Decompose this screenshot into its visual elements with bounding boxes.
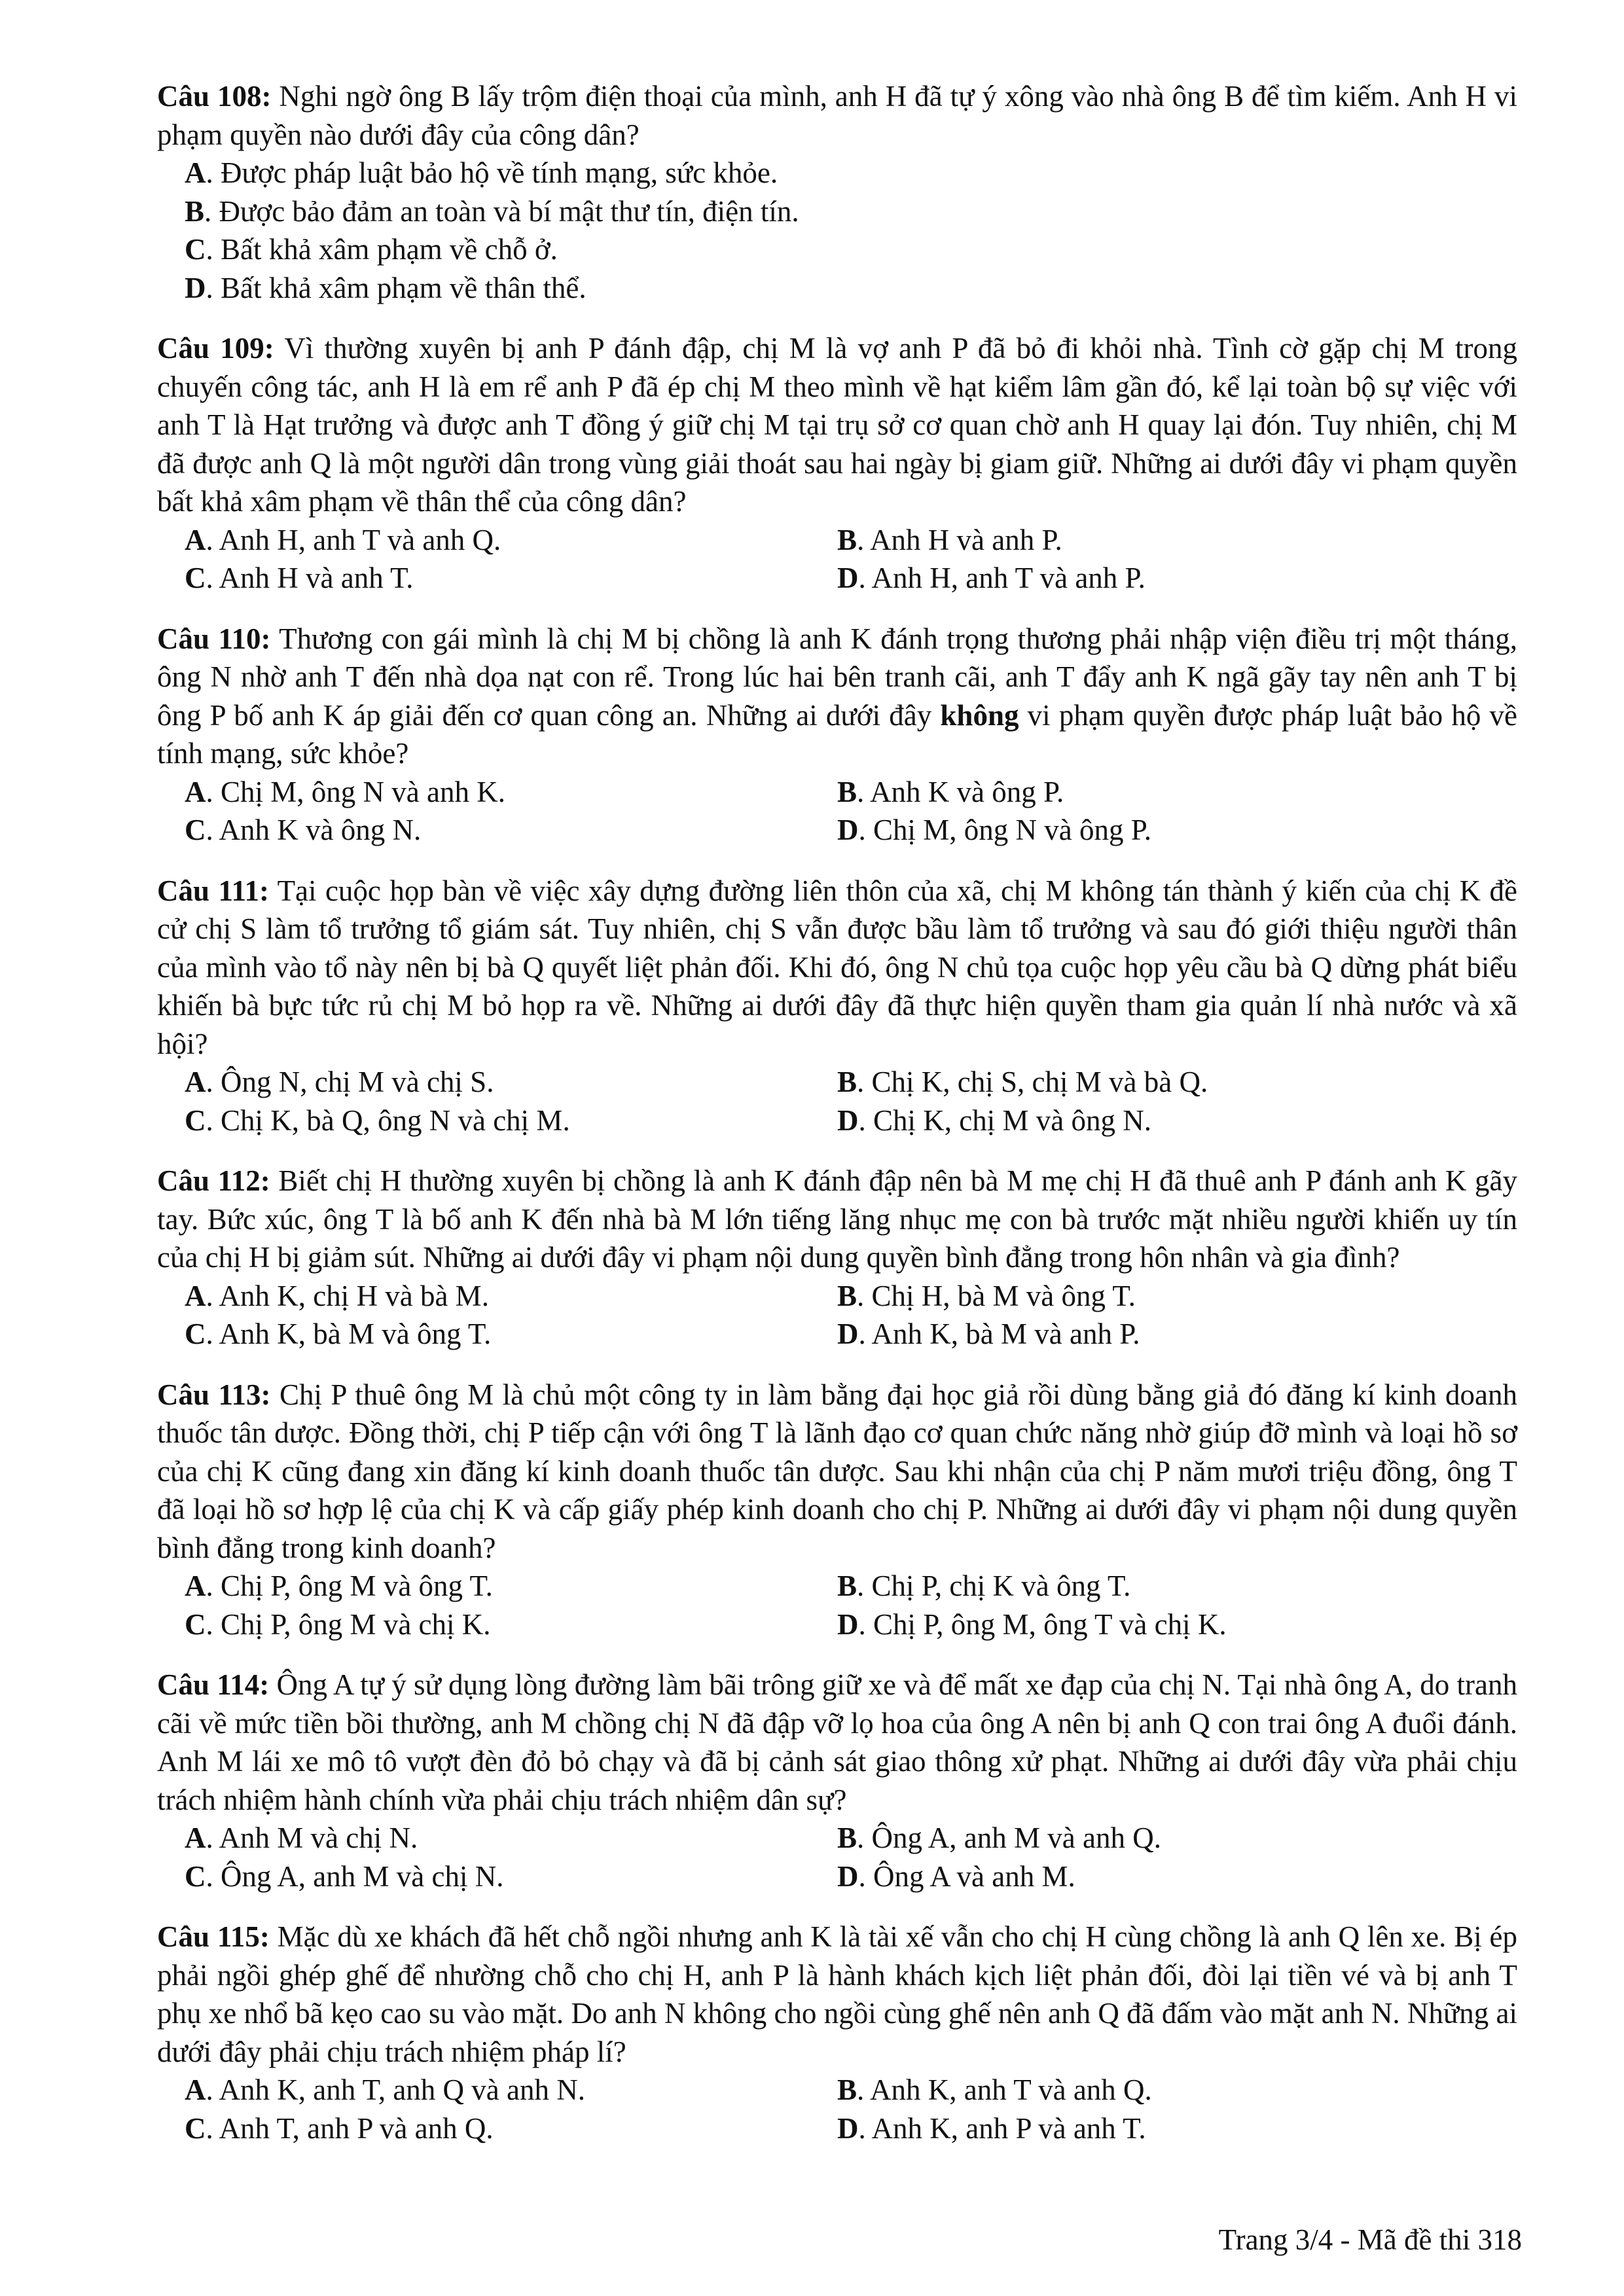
- option-letter: A: [185, 1066, 206, 1098]
- option-text: . Ông A, anh M và anh Q.: [857, 1821, 1161, 1854]
- option-d[interactable]: [837, 559, 1517, 598]
- option-c[interactable]: [157, 230, 1517, 269]
- option-b[interactable]: [837, 2071, 1517, 2109]
- option-letter: A: [185, 775, 206, 808]
- option-letter: B: [837, 2073, 857, 2106]
- option-d[interactable]: [837, 1315, 1517, 1354]
- option-text: . Được bảo đảm an toàn và bí mật thư tín, điện tín.: [204, 194, 799, 228]
- option-letter: D: [185, 271, 206, 304]
- option-letter: B: [837, 1570, 857, 1602]
- option-text: . Chị P, ông M và chị K.: [206, 1607, 491, 1641]
- option-a[interactable]: [157, 521, 837, 560]
- option-grid: [157, 1819, 1517, 1895]
- option-letter: C: [185, 1607, 206, 1641]
- question-stem: [157, 1162, 1517, 1277]
- option-text: . Chị P, ông M, ông T và chị K.: [858, 1607, 1227, 1641]
- option-text: . Ông A và anh M.: [858, 1859, 1075, 1893]
- question-109: [157, 329, 1517, 598]
- question-label: Câu 114:: [157, 1668, 270, 1701]
- question-111: [157, 872, 1517, 1140]
- option-list: [157, 154, 1517, 307]
- option-d[interactable]: [837, 811, 1517, 850]
- option-letter: B: [837, 1066, 857, 1098]
- option-text: . Anh K, bà M và ông T.: [206, 1318, 492, 1350]
- option-b[interactable]: [837, 1567, 1517, 1605]
- option-letter: A: [185, 1821, 206, 1854]
- option-b[interactable]: [837, 1063, 1517, 1102]
- option-letter: D: [837, 1103, 859, 1137]
- option-d[interactable]: [837, 1605, 1517, 1644]
- question-list: [157, 77, 1517, 2170]
- option-grid: [157, 773, 1517, 850]
- option-text: . Anh H và anh P.: [857, 523, 1062, 556]
- option-grid: [157, 1567, 1517, 1643]
- question-text: Tại cuộc họp bàn về việc xây dựng đường liên thôn của xã, chị M không tán thành ý kiến của chị K đề cử chị S làm tổ trưởng tổ giám sát. Tuy nhiên, chị S vẫn được bầu làm tổ trưởng và sau đó giới thiệu người thân của mình vào tổ này nên bị bà Q quyết liệt phản đối. Khi đó, ông N chủ tọa cuộc họp yêu cầu bà Q dừng phát biểu khiến bà bực tức rủ chị M bỏ họp ra về. Những ai dưới đây đã thực hiện quyền tham gia quản lí nhà nước và xã hội?: [157, 874, 1518, 1060]
- option-letter: C: [185, 1318, 206, 1350]
- option-letter: C: [185, 233, 206, 266]
- option-letter: A: [185, 523, 206, 556]
- option-c[interactable]: [157, 811, 837, 850]
- option-text: . Anh K, anh T, anh Q và anh N.: [206, 2073, 585, 2106]
- option-text: . Anh K, anh P và anh T.: [858, 2111, 1146, 2145]
- option-letter: B: [185, 194, 205, 228]
- option-grid: [157, 1277, 1517, 1354]
- option-text: . Chị P, chị K và ông T.: [857, 1570, 1131, 1602]
- question-label: Câu 108:: [157, 80, 272, 113]
- question-text: Chị P thuê ông M là chủ một công ty in làm bằng đại học giả rồi dùng bằng giả đó đăng kí kinh doanh thuốc tân dược. Đồng thời, chị P tiếp cận với ông T là lãnh đạo cơ quan chức năng nhờ giúp đỡ mình và loại hồ sơ của chị K cũng đang xin đăng kí kinh doanh thuốc tân dược. Sau khi nhận của chị P năm mươi triệu đồng, ông T đã loại hồ sơ hợp lệ của chị K và cấp giấy phép kinh doanh cho chị P. Những ai dưới đây vi phạm nội dung quyền bình đẳng trong kinh doanh?: [157, 1378, 1518, 1564]
- question-label: Câu 113:: [157, 1378, 271, 1411]
- option-letter: C: [185, 1859, 206, 1893]
- option-a[interactable]: [157, 1567, 837, 1605]
- question-label: Câu 110:: [157, 622, 271, 655]
- question-text: Biết chị H thường xuyên bị chồng là anh K đánh đập nên bà M mẹ chị H đã thuê anh P đánh anh K gãy tay. Bức xúc, ông T là bố anh K đến nhà bà M lớn tiếng lăng nhục mẹ con bà trước mặt nhiều người khiến uy tín của chị H bị giảm sút. Những ai dưới đây vi phạm nội dung quyền bình đẳng trong hôn nhân và gia đình?: [157, 1164, 1517, 1274]
- option-text: . Chị K, chị M và ông N.: [858, 1103, 1151, 1137]
- option-text: . Chị P, ông M và ông T.: [206, 1570, 493, 1602]
- question-stem: [157, 872, 1517, 1064]
- option-text: . Anh H, anh T và anh P.: [858, 562, 1146, 594]
- option-c[interactable]: [157, 1605, 837, 1644]
- question-text: Thương con gái mình là chị M bị chồng là anh K đánh trọng thương phải nhập viện điều trị một tháng, ông N nhờ anh T đến nhà dọa nạt con rể. Trong lúc hai bên tranh cãi, anh T đẩy anh K ngã gãy tay nên anh T bị ông P bố anh K áp giải đến cơ quan công an. Những ai dưới đây: [157, 622, 1517, 732]
- question-text: Ông A tự ý sử dụng lòng đường làm bãi trông giữ xe và để mất xe đạp của chị N. Tại nhà ông A, do tranh cãi về mức tiền bồi thường, anh M chồng chị N đã đập vỡ lọ hoa của ông A nên bị anh Q con trai ông A đuổi đánh. Anh M lái xe mô tô vượt đèn đỏ bỏ chạy và đã bị cảnh sát giao thông xử phạt. Những ai dưới đây vừa phải chịu trách nhiệm hành chính vừa phải chịu trách nhiệm dân sự?: [157, 1668, 1517, 1816]
- option-text: . Chị K, bà Q, ông N và chị M.: [206, 1103, 570, 1137]
- question-114: [157, 1666, 1517, 1895]
- emphasis-word: không: [940, 698, 1019, 732]
- option-letter: D: [837, 2111, 859, 2145]
- option-a[interactable]: [157, 2071, 837, 2109]
- option-letter: A: [185, 1570, 206, 1602]
- option-letter: C: [185, 562, 206, 594]
- option-text: . Anh K, anh T và anh Q.: [857, 2073, 1152, 2106]
- option-d[interactable]: [837, 2109, 1517, 2148]
- option-letter: D: [837, 1607, 859, 1641]
- option-text: . Ông N, chị M và chị S.: [206, 1066, 494, 1098]
- question-text: Vì thường xuyên bị anh P đánh đập, chị M là vợ anh P đã bỏ đi khỏi nhà. Tình cờ gặp chị M trong chuyến công tác, anh H là em rể anh P đã ép chị M theo mình về hạt kiểm lâm gần đó, kể lại toàn bộ sự việc với anh T là Hạt trưởng và được anh T đồng ý giữ chị M tại trụ sở cơ quan chờ anh H quay lại đón. Tuy nhiên, chị M đã được anh Q là một người dân trong vùng giải thoát sau hai ngày bị giam giữ. Những ai dưới đây vi phạm quyền bất khả xâm phạm về thân thể của công dân?: [157, 332, 1517, 518]
- option-letter: D: [837, 814, 859, 846]
- option-d[interactable]: [837, 1102, 1517, 1140]
- option-b[interactable]: [157, 192, 1517, 231]
- option-letter: B: [837, 523, 857, 556]
- option-text: . Chị K, chị S, chị M và bà Q.: [857, 1066, 1208, 1098]
- question-stem: [157, 77, 1517, 154]
- question-text: Mặc dù xe khách đã hết chỗ ngồi nhưng anh K là tài xế vẫn cho chị H cùng chồng là anh Q lên xe. Bị ép phải ngồi ghép ghế để nhường chỗ cho chị H, anh P là hành khách kịch liệt phản đối, đòi lại tiền vé và bị anh T phụ xe nhổ bã kẹo cao su vào mặt. Do anh N không cho ngồi cùng ghế nên anh Q đã đấm vào mặt anh N. Những ai dưới đây phải chịu trách nhiệm pháp lí?: [157, 1920, 1517, 2068]
- option-a[interactable]: [157, 773, 837, 812]
- option-letter: C: [185, 2111, 206, 2145]
- question-label: Câu 112:: [157, 1164, 270, 1197]
- option-text: . Chị H, bà M và ông T.: [857, 1279, 1136, 1312]
- option-text: . Anh M và chị N.: [206, 1821, 418, 1854]
- option-letter: D: [837, 562, 859, 594]
- option-a[interactable]: [157, 1277, 837, 1316]
- question-label: Câu 111:: [157, 874, 269, 907]
- option-a[interactable]: [157, 1063, 837, 1102]
- option-letter: D: [837, 1318, 859, 1350]
- question-label: Câu 115:: [157, 1920, 270, 1953]
- option-text: . Chị M, ông N và ông P.: [858, 814, 1152, 846]
- question-text-end: vi phạm quyền được pháp luật bảo hộ về tính mạng, sức khỏe?: [157, 698, 1517, 770]
- option-b[interactable]: [837, 1819, 1517, 1857]
- question-stem: [157, 620, 1517, 773]
- option-b[interactable]: [837, 521, 1517, 560]
- option-text: . Anh K, bà M và anh P.: [858, 1318, 1140, 1350]
- option-text: . Bất khả xâm phạm về thân thể.: [206, 271, 586, 304]
- option-letter: B: [837, 775, 857, 808]
- option-d[interactable]: [157, 269, 1517, 308]
- question-stem: [157, 1918, 1517, 2071]
- page-footer: Trang 3/4 - Mã đề thi 318: [1218, 2223, 1522, 2256]
- option-grid: [157, 1063, 1517, 1139]
- question-115: [157, 1918, 1517, 2147]
- option-a[interactable]: [157, 154, 1517, 192]
- option-text: . Được pháp luật bảo hộ về tính mạng, sức khỏe.: [206, 156, 778, 189]
- option-letter: A: [185, 1279, 206, 1312]
- option-letter: C: [185, 1103, 206, 1137]
- option-c[interactable]: [157, 1315, 837, 1354]
- question-110: [157, 620, 1517, 850]
- option-grid: [157, 2071, 1517, 2147]
- question-label: Câu 109:: [157, 332, 274, 365]
- question-108: [157, 77, 1517, 307]
- question-text: Nghi ngờ ông B lấy trộm điện thoại của mình, anh H đã tự ý xông vào nhà ông B để tìm kiếm. Anh H vi phạm quyền nào dưới đây của công dân?: [157, 80, 1518, 151]
- question-stem: [157, 1376, 1517, 1568]
- option-c[interactable]: [157, 1857, 837, 1896]
- option-c[interactable]: [157, 1102, 837, 1140]
- option-text: . Anh K và ông P.: [857, 775, 1064, 808]
- option-text: . Anh H và anh T.: [206, 562, 414, 594]
- option-letter: D: [837, 1859, 859, 1893]
- question-stem: [157, 1666, 1517, 1819]
- question-stem: [157, 329, 1517, 521]
- option-b[interactable]: [837, 773, 1517, 812]
- option-letter: B: [837, 1821, 857, 1854]
- option-text: . Anh T, anh P và anh Q.: [206, 2111, 494, 2145]
- option-b[interactable]: [837, 1277, 1517, 1316]
- option-c[interactable]: [157, 2109, 837, 2148]
- question-112: [157, 1162, 1517, 1354]
- option-text: . Anh K và ông N.: [206, 814, 422, 846]
- option-text: . Anh K, chị H và bà M.: [206, 1279, 489, 1312]
- option-text: . Bất khả xâm phạm về chỗ ở.: [206, 233, 558, 266]
- option-letter: B: [837, 1279, 857, 1312]
- option-text: . Chị M, ông N và anh K.: [206, 775, 505, 808]
- option-d[interactable]: [837, 1857, 1517, 1896]
- option-letter: A: [185, 2073, 206, 2106]
- question-113: [157, 1376, 1517, 1644]
- option-letter: A: [185, 156, 206, 189]
- option-text: . Ông A, anh M và chị N.: [206, 1859, 504, 1893]
- option-text: . Anh H, anh T và anh Q.: [206, 523, 501, 556]
- option-grid: [157, 521, 1517, 598]
- option-a[interactable]: [157, 1819, 837, 1857]
- option-letter: C: [185, 814, 206, 846]
- option-c[interactable]: [157, 559, 837, 598]
